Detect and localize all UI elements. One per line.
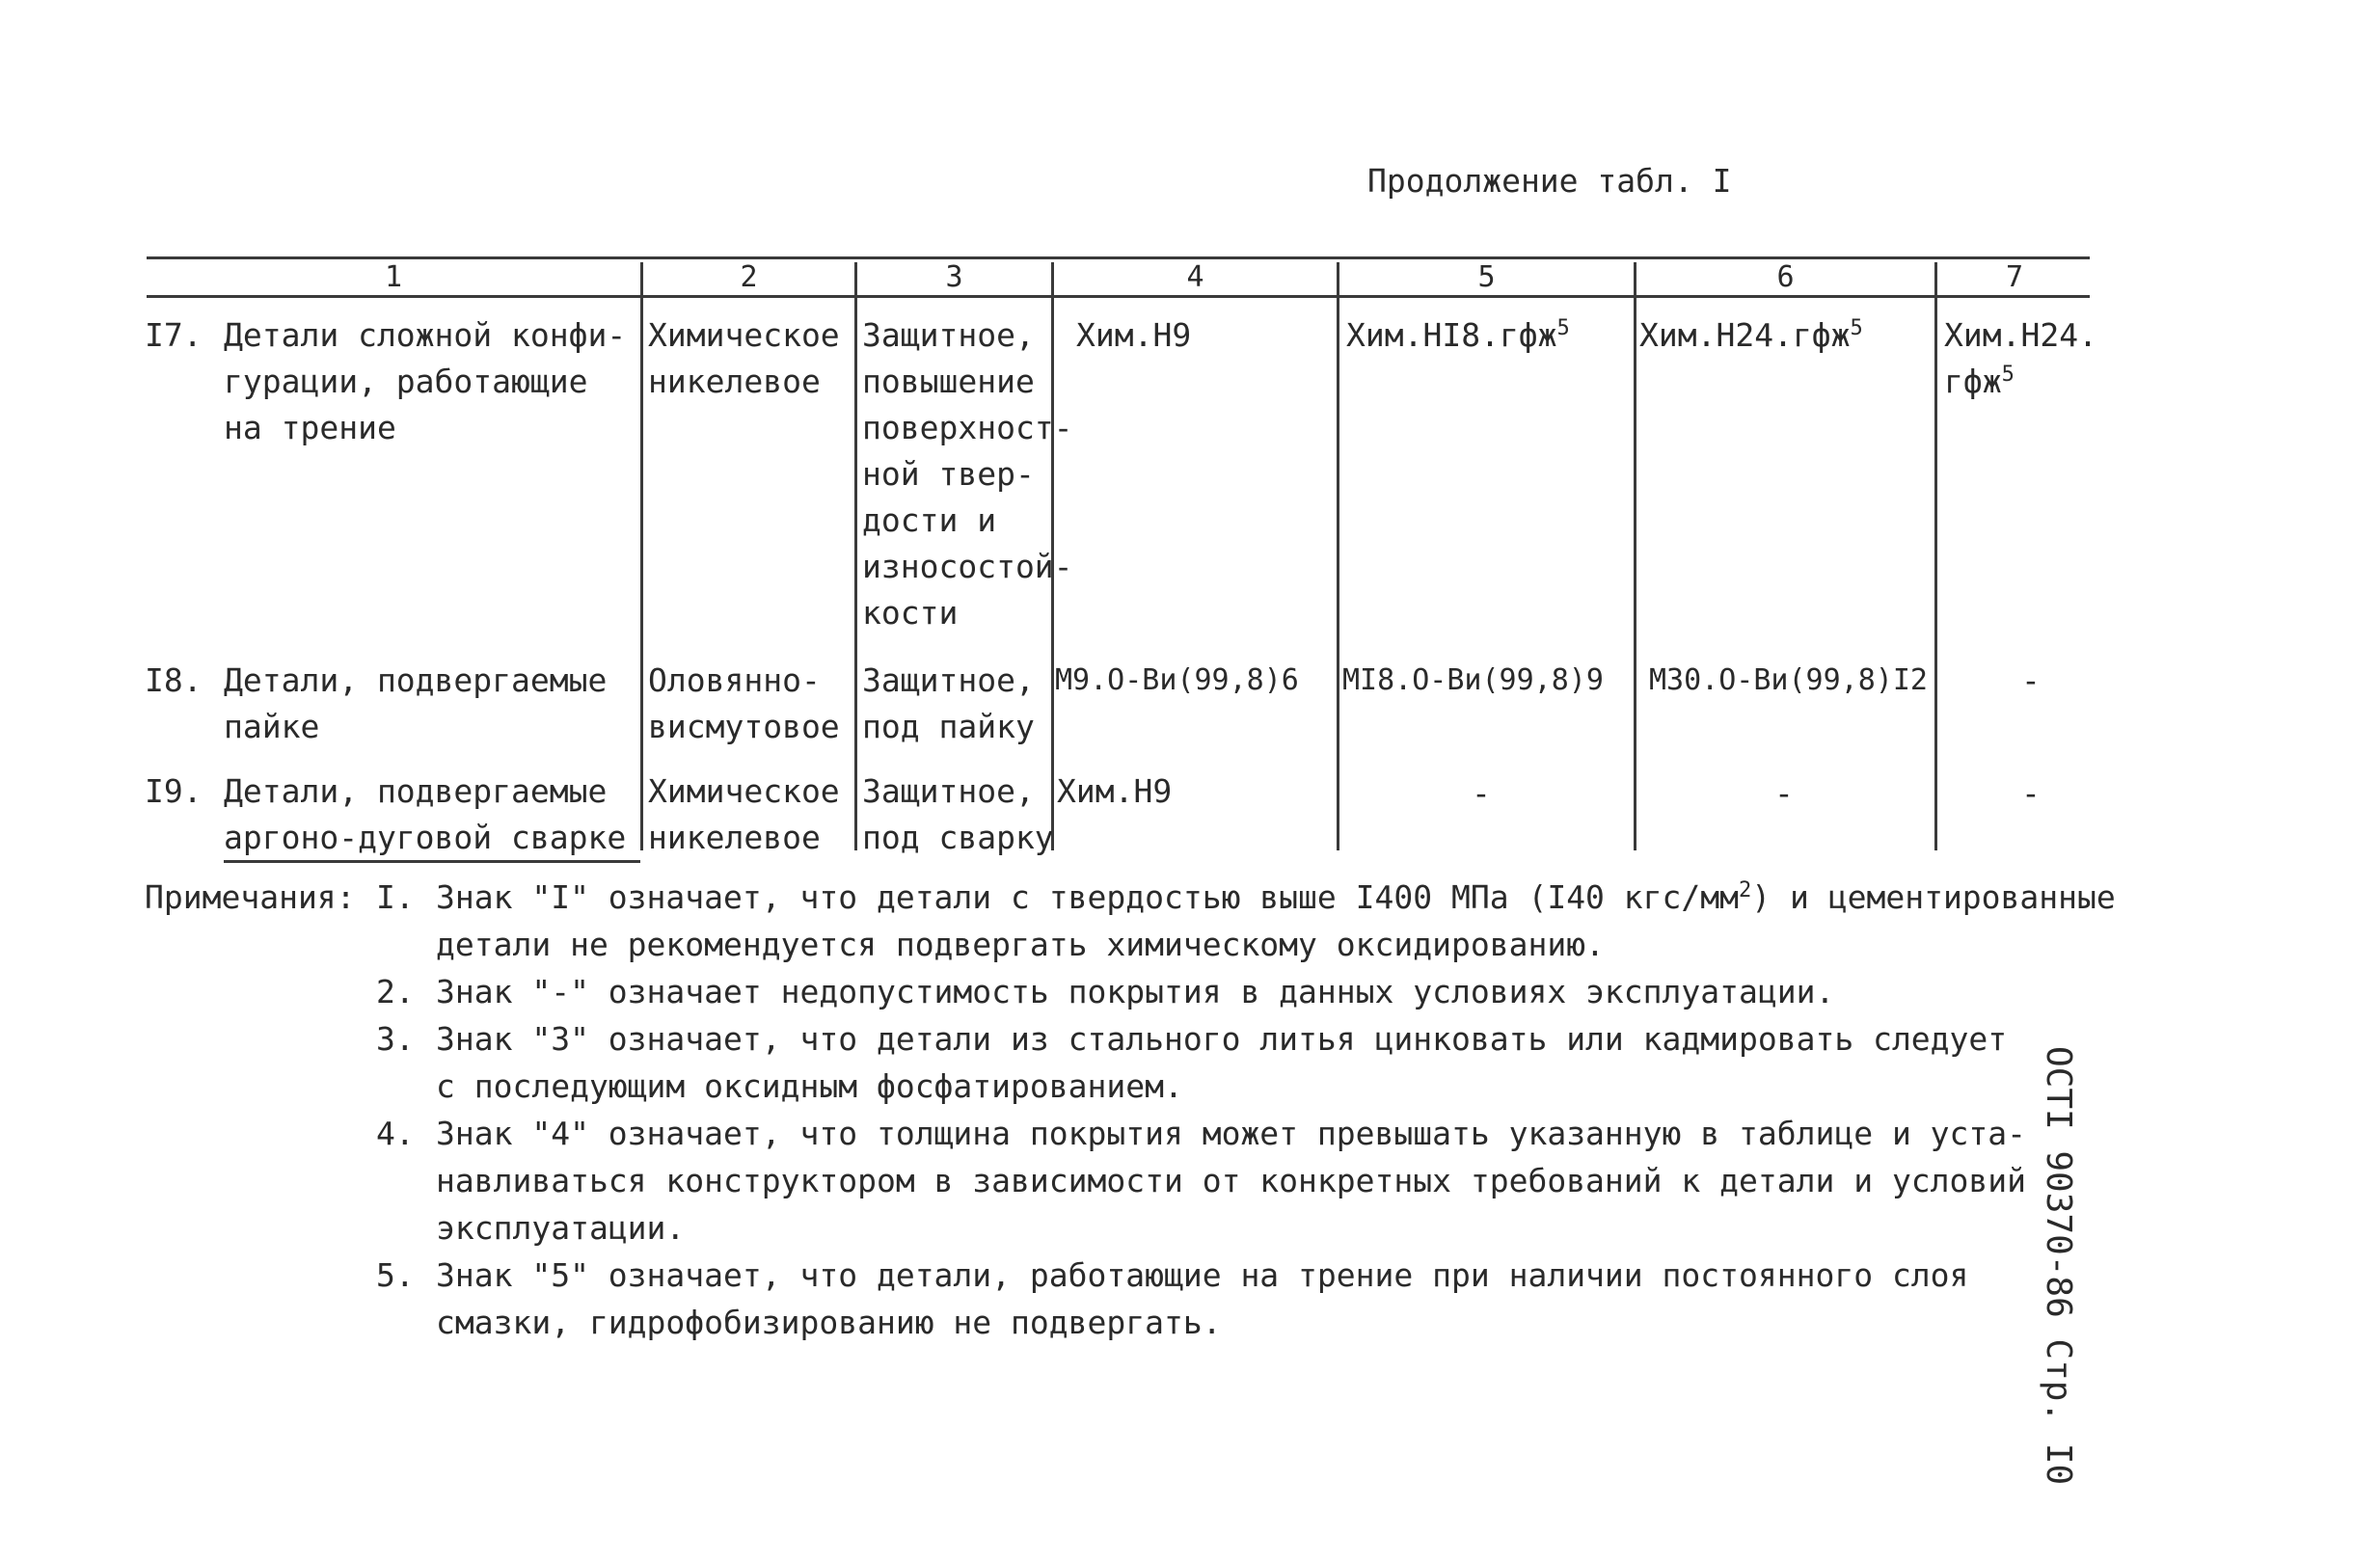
column-divider-2 xyxy=(854,262,857,850)
cell-designation-6: Хим.Н24.гфж$^5$ xyxy=(1639,316,1863,354)
table-header-rule xyxy=(147,295,2090,298)
column-divider-1 xyxy=(640,262,643,850)
cell-coating-purpose: Защитное, под пайку xyxy=(862,661,1035,745)
note-text: Знак "5" означает, что детали, работающие на трение при наличии постоянного слоя xyxy=(436,1256,1969,1294)
note-text: с последующим оксидным фосфатированием. xyxy=(436,1067,1183,1105)
column-header-2: 2 xyxy=(740,260,758,294)
column-header-5: 5 xyxy=(1477,260,1496,294)
cell-coating-purpose: Защитное, под сварку xyxy=(862,772,1054,856)
row-number: I8. xyxy=(145,661,203,699)
note-number: 4. xyxy=(376,1115,415,1152)
cell-designation-6: - xyxy=(1774,774,1794,812)
table-bottom-rule xyxy=(224,860,640,863)
cell-designation-4: М9.О-Ви(99,8)6 xyxy=(1055,663,1299,697)
cell-designation-7: Хим.Н24. гфж$^5$ xyxy=(1944,316,2097,400)
cell-designation-5: Хим.НI8.гфж$^5$ xyxy=(1346,316,1570,354)
cell-coating-type: Химическое никелевое xyxy=(648,316,840,400)
note-text: детали не рекомендуется подвергать химическому оксидированию. xyxy=(436,926,1605,963)
column-header-1: 1 xyxy=(384,260,403,294)
cell-coating-type: Химическое никелевое xyxy=(648,772,840,856)
column-header-4: 4 xyxy=(1186,260,1204,294)
column-divider-4 xyxy=(1337,262,1339,850)
column-header-7: 7 xyxy=(2005,260,2024,294)
cell-designation-4: Хим.Н9 xyxy=(1057,772,1173,810)
cell-designation-6: М30.О-Ви(99,8)I2 xyxy=(1649,663,1928,697)
column-divider-6 xyxy=(1934,262,1937,850)
cell-designation-5: - xyxy=(1472,774,1491,812)
notes-label: Примечания: xyxy=(145,878,356,916)
cell-coating-type: Оловянно- висмутовое xyxy=(648,661,840,745)
row-number: I7. xyxy=(145,316,203,354)
column-header-6: 6 xyxy=(1776,260,1795,294)
cell-designation-7: - xyxy=(2021,774,2041,812)
note-text: эксплуатации. xyxy=(436,1209,686,1247)
note-text: Знак "-" означает недопустимость покрытия в данных условиях эксплуатации. xyxy=(436,973,1835,1010)
note-text: Знак "4" означает, что толщина покрытия может превышать указанную в таблице и уста- xyxy=(436,1115,2027,1152)
note-text: Знак "3" означает, что детали из стального литья цинковать или кадмировать следует xyxy=(436,1020,2008,1058)
cell-coating-purpose: Защитное, повышение поверхност- ной твер- дости и износостой- кости xyxy=(862,316,1073,632)
cell-part-description: Детали сложной конфи- гурации, работающие на трение xyxy=(224,316,627,446)
column-header-3: 3 xyxy=(945,260,963,294)
cell-designation-4: Хим.Н9 xyxy=(1076,316,1192,354)
note-number: 3. xyxy=(376,1020,415,1058)
note-text: Знак "I" означает, что детали с твердостью выше I400 МПа (I40 кгс/$мм^2$) и цементированные xyxy=(436,878,2116,916)
table-continuation-caption: Продолжение табл. I xyxy=(1367,162,1732,200)
document-designation-side-label: ОСТI 90370-86 Стр. I0 xyxy=(2039,1046,2078,1486)
cell-designation-5: МI8.О-Ви(99,8)9 xyxy=(1342,663,1604,697)
cell-part-description: Детали, подвергаемые аргоно-дуговой сварке xyxy=(224,772,627,856)
table-top-rule xyxy=(147,256,2090,259)
note-text: смазки, гидрофобизированию не подвергать. xyxy=(436,1304,1222,1341)
note-number: 2. xyxy=(376,973,415,1010)
note-number: 5. xyxy=(376,1256,415,1294)
column-divider-5 xyxy=(1634,262,1636,850)
note-text: навливаться конструктором в зависимости от конкретных требований к детали и условий xyxy=(436,1162,2027,1199)
cell-designation-7: - xyxy=(2021,661,2041,699)
note-number: I. xyxy=(376,878,415,916)
cell-part-description: Детали, подвергаемые пайке xyxy=(224,661,608,745)
row-number: I9. xyxy=(145,772,203,810)
